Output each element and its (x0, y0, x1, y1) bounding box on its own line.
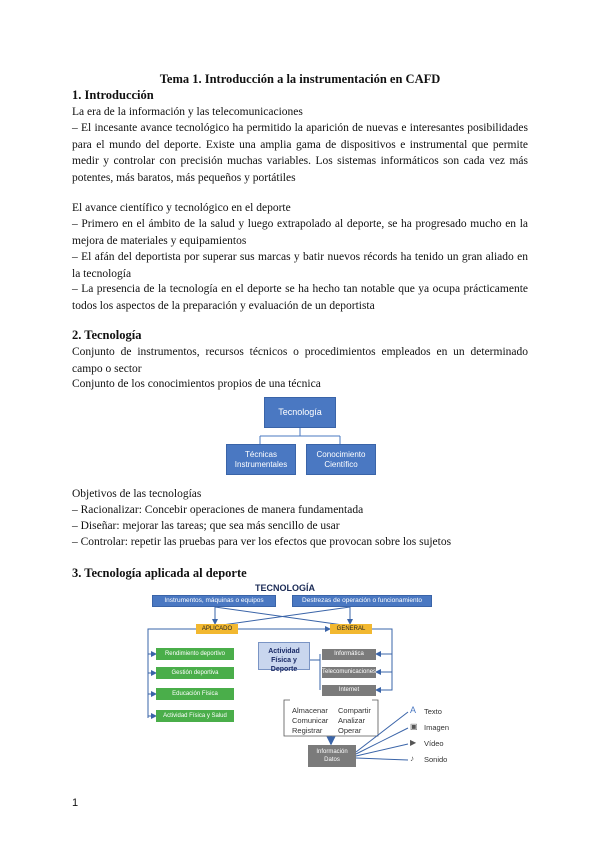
action-compartir: Compartir (338, 706, 371, 715)
action-almacenar: Almacenar (292, 706, 328, 715)
action-registrar: Registrar (292, 726, 323, 735)
action-operar: Operar (338, 726, 362, 735)
sec1-subtitle-2: El avance científico y tecnológico en el deporte (72, 202, 291, 214)
objective-1: – Racionalizar: Concebir operaciones de manera fundamentada (72, 504, 364, 516)
page-number: 1 (72, 797, 79, 809)
sound-media-icon: ♪ (410, 754, 414, 763)
green-item-educacion: Educación Física (156, 688, 234, 700)
action-comunicar: Comunicar (292, 716, 329, 725)
media-texto: Texto (424, 707, 442, 716)
objectives-title: Objetivos de las tecnologías (72, 488, 202, 500)
section-1-heading: 1. Introducción (72, 88, 154, 102)
gray-item-telecomunicaciones: Telecomunicaciones (322, 667, 376, 678)
destrezas-box: Destrezas de operación o funcionamiento (292, 595, 432, 607)
sec1-paragraph-1: – El incesante avance tecnológico ha permitido la aparición de nuevas e interesantes posibilidades para el mundo del deporte. Existe una amplia gama de dispositivos e instrumental que permite medir y controlar con precisión muchas variables. Los sistemas informáticos son cada vez más potentes, más baratos, más pequeños y portátiles (72, 122, 528, 184)
sec1-paragraph-4: – La presencia de la tecnología en el deporte se ha hecho tan notable que ya ocupa prácticamente todos los aspectos de la preparación y evaluación de un deportista (72, 283, 528, 312)
objective-2: – Diseñar: mejorar las tareas; que sea más sencillo de usar (72, 520, 340, 532)
tech-instrumental-box: Técnicas Instrumentales (226, 444, 296, 475)
instrumentos-box: Instrumentos, máquinas o equipos (152, 595, 276, 607)
text-media-icon: A (410, 705, 417, 715)
informacion-datos-box: Información Datos (308, 745, 356, 767)
sec1-paragraph-2: – Primero en el ámbito de la salud y luego extrapolado al deporte, se ha progresado mucho en la mejora de materiales y equipamientos (72, 218, 528, 247)
general-box: GENERAL (330, 624, 372, 634)
image-media-icon: ▣ (410, 722, 418, 731)
tech-scientific-box: Conocimiento Científico (306, 444, 376, 475)
page-title: Tema 1. Introducción a la instrumentación en CAFD (159, 72, 441, 86)
action-analizar: Analizar (338, 716, 366, 725)
sec2-paragraph-1: Conjunto de instrumentos, recursos técnicos o procedimientos empleados en un determinado campo o sector (72, 346, 528, 375)
tech-root-box: Tecnología (264, 397, 336, 428)
actividad-fisica-deporte-box: Actividad Física y Deporte (258, 642, 310, 670)
green-item-actividad-salud: Actividad Física y Salud (156, 710, 234, 722)
gray-item-informatica: Informática (322, 649, 376, 660)
section-2-heading: 2. Tecnología (72, 328, 142, 342)
green-item-rendimiento: Rendimiento deportivo (156, 648, 234, 660)
section-3-heading: 3. Tecnología aplicada al deporte (72, 566, 247, 580)
objective-3: – Controlar: repetir las pruebas para ver los efectos que provocan sobre los sujetos (72, 536, 452, 548)
sec1-subtitle-1: La era de la información y las telecomunicaciones (72, 106, 303, 118)
tecnologia-top-label: TECNOLOGÍA (255, 583, 315, 593)
aplicado-box: APLICADO (196, 624, 238, 634)
media-imagen: Imagen (424, 723, 450, 732)
sec1-paragraph-3: – El afán del deportista por superar sus marcas y batir nuevos récords ha tenido un gran aliado en la tecnología (72, 251, 528, 280)
media-sonido: Sonido (424, 755, 448, 764)
gray-item-internet: Internet (322, 685, 376, 696)
video-media-icon: ▶ (410, 738, 417, 747)
green-item-gestion: Gestión deportiva (156, 667, 234, 679)
media-video: Vídeo (424, 739, 444, 748)
sec2-paragraph-2: Conjunto de los conocimientos propios de una técnica (72, 378, 321, 390)
